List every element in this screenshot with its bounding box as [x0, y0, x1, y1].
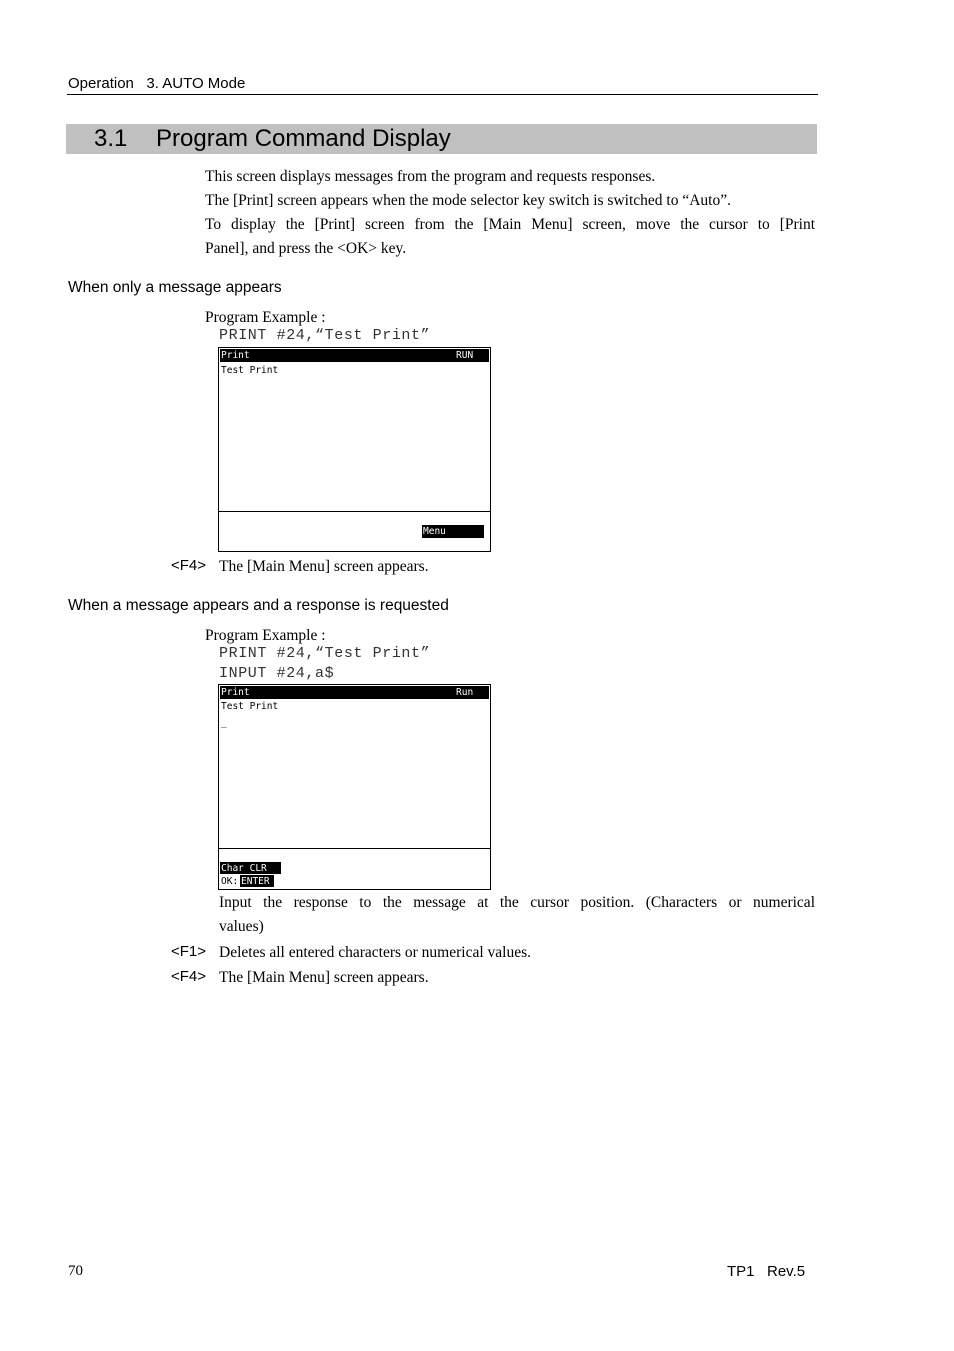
char-clr-softkey[interactable]: Char CLR — [221, 863, 267, 874]
lcd-title-bar — [220, 686, 489, 699]
lcd-title: Print — [221, 687, 250, 698]
lcd-title-bar — [220, 349, 489, 362]
lcd-title: Print — [221, 350, 250, 361]
print-screen-example1 — [218, 347, 491, 552]
page-number: 70 — [68, 1263, 83, 1279]
intro-line-1: This screen displays messages from the program and requests responses. — [205, 168, 656, 185]
key-label: <F4> — [171, 968, 207, 985]
example2-code-line-2: INPUT #24,a$ — [219, 665, 335, 682]
key-label: <F1> — [171, 943, 207, 960]
example2-label: Program Example : — [205, 627, 326, 644]
header-rule — [67, 94, 818, 95]
key-description: Deletes all entered characters or numerical values. — [219, 944, 531, 961]
input-note-line-2: values) — [219, 918, 264, 935]
lcd-divider — [219, 848, 490, 849]
lcd-divider — [219, 511, 490, 512]
key-description: The [Main Menu] screen appears. — [219, 558, 429, 575]
example2-code-line-1: PRINT #24,“Test Print” — [219, 645, 431, 662]
lcd-message: Test Print — [221, 365, 279, 376]
lcd-status: Run — [456, 687, 474, 698]
menu-softkey[interactable]: Menu — [423, 526, 446, 537]
intro-line-3: To display the [Print] screen from the [Main Menu] screen, move the cursor to [Print — [205, 216, 815, 233]
example1-code-line: PRINT #24,“Test Print” — [219, 327, 431, 344]
enter-key[interactable]: ENTER — [241, 876, 270, 887]
example1-label: Program Example : — [205, 309, 326, 326]
lcd-message: Test Print — [221, 701, 279, 712]
input-cursor[interactable]: _ — [221, 717, 227, 728]
section-title: Program Command Display — [156, 125, 451, 152]
print-screen-example2 — [218, 684, 491, 890]
section-number: 3.1 — [94, 125, 128, 152]
lcd-status: RUN — [456, 350, 474, 361]
input-note-line-1: Input the response to the message at the cursor position. (Characters or numerical — [219, 894, 815, 911]
document-id: TP1 Rev.5 — [727, 1263, 806, 1280]
example1-heading: When only a message appears — [68, 279, 282, 296]
example2-heading: When a message appears and a response is requested — [68, 597, 449, 614]
running-header: Operation 3. AUTO Mode — [68, 75, 246, 92]
ok-label: OK: — [221, 876, 239, 887]
key-label: <F4> — [171, 557, 207, 574]
intro-line-2: The [Print] screen appears when the mode selector key switch is switched to “Auto”. — [205, 192, 731, 209]
intro-line-4: Panel], and press the <OK> key. — [205, 240, 407, 257]
key-description: The [Main Menu] screen appears. — [219, 969, 429, 986]
